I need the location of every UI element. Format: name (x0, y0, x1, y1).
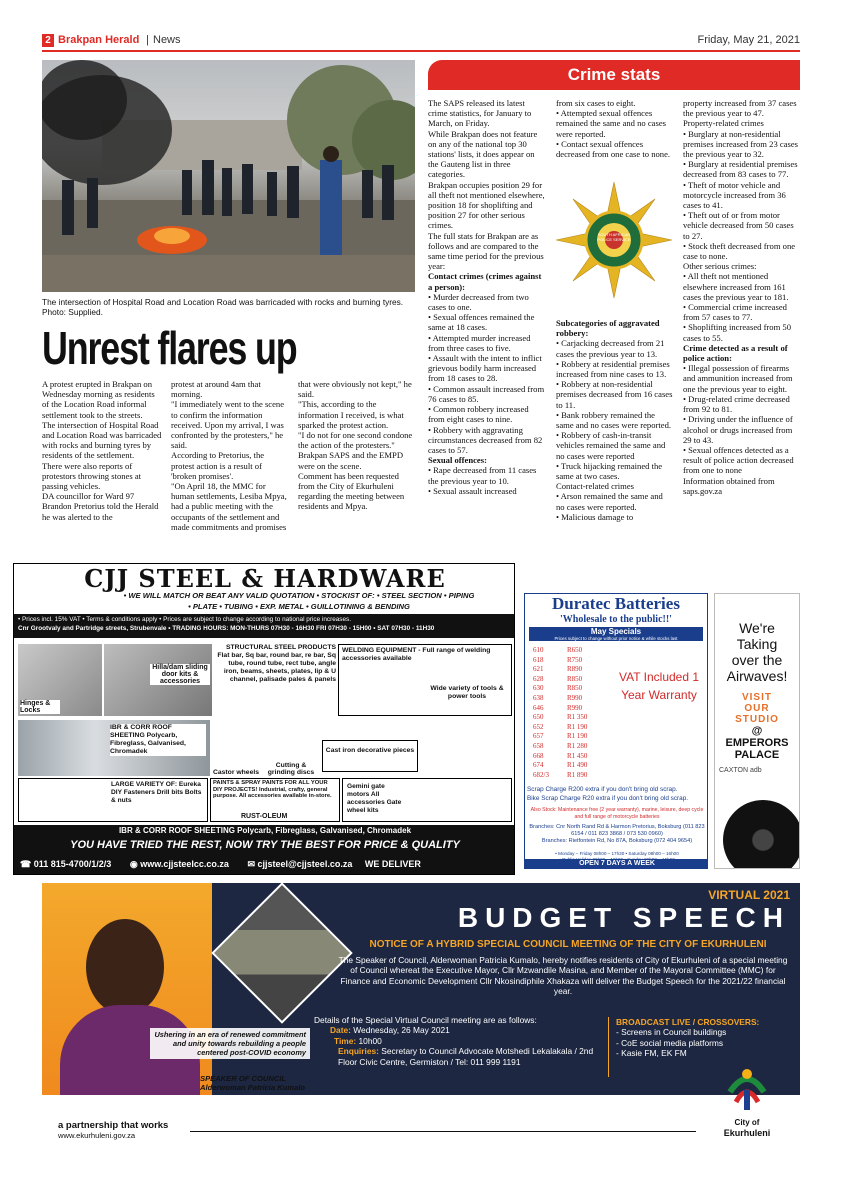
article-column-3: that were obviously not kept," he said. "This, according to the information I received, is what sparked the protest action. "I do not for one second condone the action of the protesters." Brakpan SAPS and the EMPD were on the scene. Comment has been requested from the City of Ekurhuleni regarding the meeting between residents and Mpya. (298, 379, 413, 512)
battery-price: R1 190 (567, 732, 588, 741)
cjj-web[interactable]: www.cjjsteelcc.co.za (140, 859, 229, 869)
also-stock: Also Stock: Maintenance free (2 year warranty), marine, leisure, deep cycle and full range of motorcycle batteries (530, 807, 704, 820)
branches-2: Branches: Rietfontein Rd, No 87A, Boksburg (072 404 9654) (541, 838, 693, 844)
time-label: Time: (334, 1035, 357, 1046)
cjj-email[interactable]: cjjsteel@cjjsteel.co.za (257, 859, 353, 869)
price-row (533, 665, 613, 675)
duratec-specials: May Specials (529, 627, 703, 636)
welding-box (338, 644, 512, 716)
battery-code: 638 (533, 693, 544, 702)
welding-label: WELDING EQUIPMENT - Full range of welding accessories available (342, 647, 491, 662)
footer-web[interactable]: www.ekurhuleni.gov.za (58, 1131, 136, 1140)
councillor-photo (60, 901, 200, 1095)
budget-intro: The Speaker of Council, Alderwoman Patricia Kumalo, hereby notifies residents of City of Ekurhuleni of a special meeting of Council whereat the Executive Mayor, Cllr Mzwandile Masina, and Member of the Mayoral Committee (MMC) for Finance and Economic Development Cllr Nkosindiphile Xhakaza will deliver the Budget Speech for the 2021/22 financial year. (338, 955, 788, 997)
hilla-label: Hilla/dam sliding door kits & accessories (150, 664, 210, 685)
property-crimes-list: property increased from 37 cases the previous year to 47. Property-related crimes • Burglary at non-residential premises increased from 23 cases the previous year to 32. • Burglary at residential premises decreased from 83 cases to 77. • Theft of motor vehicle and motorcycle increased from 36 cases to 41. • Theft out of or from motor vehicle decreased from 50 cases to 27. • Stock theft decreased from one case to none. Other serious crimes: • All theft not mentioned elsewhere increased from 161 cases the previous year to 181. • Commercial crime increased from 57 cases to 77. • Shoplifting increased from 50 cases to 55. (683, 98, 799, 343)
duratec-sub: 'Wholesale to the public!!' (560, 614, 672, 625)
hinges-tile (18, 644, 102, 716)
budget-quote: Ushering in an era of renewed commitment and unity towards rebuilding a people centered post-COVID economy (150, 1028, 310, 1059)
crime-column-3 (683, 98, 800, 496)
globe-icon: ◉ (129, 859, 138, 869)
footer-city-1: City of (734, 1118, 760, 1127)
battery-code: 610 (533, 646, 544, 654)
airwaves-line4: Airwaves! (726, 668, 788, 684)
battery-code: 621 (533, 665, 544, 674)
battery-code: 628 (533, 674, 544, 683)
ibr-label: IBR & CORR ROOF SHEETING Polycarb, Fibreglass, Galvanised, Chromadek (110, 724, 206, 756)
castiron-label: Cast iron decorative pieces (325, 747, 415, 754)
ekurhuleni-logo-icon (722, 1062, 772, 1114)
cjj-bar (14, 614, 515, 638)
battery-price: R1 350 (567, 713, 588, 722)
battery-price: R1 280 (567, 741, 588, 750)
budget-notice: NOTICE OF A HYBRID SPECIAL COUNCIL MEETING OF THE CITY OF EKURHULENI (369, 939, 767, 950)
battery-code: 646 (533, 703, 544, 712)
battery-code: 674 (533, 761, 544, 770)
airwaves-line3: over the (731, 652, 783, 668)
battery-code: 618 (533, 655, 544, 664)
price-row (533, 656, 613, 666)
vat-box: VAT Included 1 Year Warranty (618, 670, 700, 702)
aggravated-robbery-heading: Subcategories of aggravated robbery: (556, 318, 660, 339)
footer-rule (190, 1131, 696, 1132)
police-action-heading: Crime detected as a result of police action: (683, 342, 788, 364)
structural-text: STRUCTURAL STEEL PRODUCTS Flat bar, Sq bar, round bar, re bar, Sq tube, round tube, rect tube, angle iron, beams, sheets, plates, lip & U channel, palisade pales & panels (217, 644, 336, 683)
hilla-tile (104, 644, 212, 716)
saps-badge (556, 176, 672, 306)
enquiries-label: Enquiries: (338, 1046, 379, 1057)
date-value: Wednesday, 26 May 2021 (353, 1025, 450, 1036)
price-row (533, 752, 613, 762)
open-7-days: OPEN 7 DAYS A WEEK (525, 859, 708, 868)
mail-icon: ✉ (247, 859, 255, 869)
price-row (533, 694, 613, 704)
gate-box (342, 778, 512, 822)
cutting-tile (262, 734, 320, 776)
airwaves-line1: We're (739, 620, 775, 636)
broadcast-box (616, 1017, 796, 1059)
tools-label: Wide variety of tools & power tools (426, 685, 508, 701)
price-row (533, 646, 613, 656)
emperors-line1: EMPERORS (725, 737, 789, 749)
cjj-contact-bar (14, 854, 515, 875)
cjj-bar-line1: • Prices incl. 15% VAT • Terms & conditions apply • Prices are subject to change according to national price increases. (18, 616, 352, 623)
airwaves-line2: Taking (736, 636, 778, 652)
details-intro: Details of the Special Virtual Council meeting are as follows: (314, 1015, 537, 1025)
price-row (533, 675, 613, 685)
price-row (533, 713, 613, 723)
phone-icon: ☎ (20, 859, 32, 869)
cjj-title: CJJ STEEL & HARDWARE (84, 564, 446, 593)
price-row (533, 742, 613, 752)
headline: Unrest flares up (42, 322, 297, 374)
details-box (314, 1015, 604, 1067)
battery-price: R750 (567, 655, 583, 664)
battery-price: R1 490 (567, 761, 588, 770)
budget-speech-ad (42, 883, 800, 1095)
broadcast-item-2: - CoE social media platforms (616, 1037, 724, 1048)
battery-price: R990 (567, 693, 583, 702)
cjj-line2: • PLATE • TUBING • EXP. METAL • GUILLOTINING & BENDING (188, 602, 410, 611)
broadcast-title: BROADCAST LIVE / CROSSOVERS: (616, 1017, 760, 1027)
crime-col2-top: from six cases to eight. • Attempted sexual offences remained the same and no cases were reported. • Contact sexual offences decreased from one case to none. (556, 98, 671, 160)
emperors-line2: PALACE (734, 749, 780, 761)
castor-tile (212, 734, 260, 776)
battery-price: R1 890 (567, 770, 588, 779)
section-name: News (153, 34, 181, 46)
battery-price: R850 (567, 674, 583, 683)
photo-caption: The intersection of Hospital Road and Location Road was barricaded with rocks and burning tyres. Photo: Supplied. (42, 297, 404, 317)
budget-virtual: VIRTUAL 2021 (708, 888, 790, 902)
issue-date: Friday, May 21, 2021 (697, 34, 800, 46)
time-value: 10h00 (358, 1035, 382, 1046)
branches-1: Branches: Cnr North Rand Rd & Harmon Pretorius, Boksburg (011 823 6154 / 011 823 3868 / 073 530 0960) (529, 824, 705, 837)
at-sign: @ (751, 725, 763, 737)
crime-column-2-bottom (556, 318, 673, 522)
duratec-ad (524, 593, 708, 869)
price-row (533, 771, 613, 781)
duratec-title: Duratec Batteries (552, 594, 680, 613)
collage-diamond (211, 883, 352, 1024)
header-divider: | (146, 34, 149, 46)
scrap-line2: Bike Scrap Charge R20 extra if you don't bring old scrap. (527, 795, 689, 802)
broadcast-item-3: - Kasie FM, EK FM (616, 1048, 687, 1059)
duratec-small: Prices subject to change without prior notice & while stocks last (529, 636, 703, 641)
protest-scene-graphic (42, 60, 415, 292)
police-action-list: • Illegal possession of firearms and ammunition increased from one the previous year to eight. • Drug-related crime decreased from 92 to 81. • Driving under the influence of alcohol or drugs increased from 29 to 43. • Sexual offences detected as a result of police action decreased from one to none Information obtained from saps.gov.za (683, 363, 794, 496)
price-row (533, 723, 613, 733)
caxton-logo: CAXTON adb (719, 767, 762, 774)
saps-badge-text: SOUTH AFRICAN POLICE SERVICE (597, 232, 631, 242)
emperors-ad (714, 593, 800, 869)
page-header (42, 34, 800, 50)
tried-banner: YOU HAVE TRIED THE REST, NOW TRY THE BEST FOR PRICE & QUALITY (14, 837, 515, 854)
price-row (533, 704, 613, 714)
contact-crimes-heading: Contact crimes (crimes against a person): (428, 271, 542, 292)
cjj-phone: 011 815-4700/1/2/3 (33, 859, 112, 869)
cjj-deliver: WE DELIVER (364, 859, 421, 869)
price-table (533, 646, 613, 780)
battery-price: R1 450 (567, 751, 588, 760)
battery-code: 650 (533, 713, 544, 722)
header-rule (42, 50, 800, 52)
battery-code: 657 (533, 732, 544, 741)
article-column-1: A protest erupted in Brakpan on Wednesday morning as residents of the Location Road informal settlement took to the streets. The intersection of Hospital Road and Location Road was barricaded with rocks and burning tyres by residents of the settlement. There were also reports of protestors throwing stones at passing vehicles. DA councillor for Ward 97 Brandon Pretorius told the Herald he was alerted to the (42, 379, 162, 522)
battery-code: 652 (533, 722, 544, 731)
price-row (533, 684, 613, 694)
price-row (533, 761, 613, 771)
protest-photo (42, 60, 415, 292)
date-label: Date: (330, 1025, 351, 1036)
battery-price: R990 (567, 703, 583, 712)
details-enquiries (314, 1046, 604, 1067)
crime-stats-title: Crime stats (567, 65, 661, 84)
vinyl-record (723, 800, 800, 869)
price-row (533, 732, 613, 742)
large-variety (18, 778, 208, 822)
footer-city-2: Ekurhuleni (723, 1128, 771, 1138)
cjj-line1: • WE WILL MATCH OR BEAT ANY VALID QUOTATION • STOCKIST OF: • STEEL SECTION • PIPING (123, 591, 475, 600)
speaker-title: SPEAKER OF COUNCIL (200, 1074, 287, 1083)
councillor-head (86, 919, 164, 1015)
visit-line2: OUR (744, 703, 770, 714)
cjj-bar-line2: Cnr Grootvaly and Partridge streets, Strubenvale • TRADING HOURS: MON-THURS 07H30 - 16H30 FRI 07H30 - 15H00 • SAT 07H30 - 11H30 (18, 625, 435, 632)
cjj-steel-ad (13, 563, 515, 875)
hinges-label: Hinges & Locks (20, 700, 60, 714)
battery-price: R1 190 (567, 722, 588, 731)
cutting-label: Cutting & grinding discs (267, 762, 315, 776)
details-date (314, 1025, 604, 1035)
budget-title: BUDGET SPEECH (457, 902, 790, 933)
ekurhuleni-emblem (722, 1062, 772, 1114)
crime-intro: The SAPS released its latest crime statistics, for January to March, on Friday. While Brakpan does not feature on any of the national top 30 stations' lists, it does appear on the Gauteng list in three categories. Brakpan occupies position 29 for all theft not mentioned elsewhere, position 18 for shoplifting and position 27 for other serious crimes. The full stats for Brakpan are as follows and are compared to the same time period for the previous year: (428, 98, 545, 272)
crime-stats-banner (428, 60, 800, 90)
battery-code: 630 (533, 684, 544, 693)
ibr-bottom: IBR & CORR ROOF SHEETING Polycarb, Fibreglass, Galvanised, Chromadek (14, 825, 515, 837)
visit-line1: VISIT (741, 692, 772, 703)
paints-box (210, 778, 340, 822)
footer-partnership: a partnership that works (58, 1120, 169, 1131)
crime-column-2 (556, 98, 673, 159)
ibr-tile (18, 720, 210, 776)
enquiries-value: Secretary to Council Advocate Motshedi Lekalakala / 2nd Floor Civic Centre, Germiston / Tel: 011 999 1191 (338, 1046, 594, 1067)
paper-name: Brakpan Herald (58, 34, 140, 46)
battery-price: R650 (567, 646, 583, 654)
details-time (314, 1036, 604, 1046)
scrap-line1: Scrap Charge R200 extra if you don't bring old scrap. (527, 786, 678, 793)
castiron-tile (322, 740, 418, 772)
hours-1: • Monday – Friday 08h00 – 17h30 • Saturday 08h00 – 16h00 (555, 851, 679, 856)
crime-column-1 (428, 98, 546, 496)
battery-code: 682/3 (533, 770, 549, 779)
battery-code: 668 (533, 751, 544, 760)
visit-line3: STUDIO (735, 714, 779, 725)
rustoleum-logo: RUST-OLEUM (241, 813, 288, 820)
battery-price: R850 (567, 684, 583, 693)
large-variety-label: LARGE VARIETY OF: Eureka DIY Fasteners Drill bits Bolts & nuts (111, 781, 202, 804)
broadcast-divider (608, 1017, 609, 1077)
battery-code: 658 (533, 741, 544, 750)
sexual-offences-heading: Sexual offences: (428, 455, 487, 466)
battery-price: R890 (567, 665, 583, 674)
gate-label: Gemini gate motors All accessories Gate wheel kits (347, 783, 402, 814)
sexual-offences-list: • Rape decreased from 11 cases the previous year to 10. • Sexual assault increased (428, 465, 537, 496)
paints-label: PAINTS & SPRAY PAINTS FOR ALL YOUR DIY PROJECTS! Industrial, crafty, general purpose. All accessories available in-store. (213, 780, 332, 800)
broadcast-item-1: - Screens in Council buildings (616, 1027, 727, 1038)
contact-crimes-list: • Murder decreased from two cases to one. • Sexual offences remained the same at 18 cases. • Attempted murder increased from three cases to five. • Assault with the intent to inflict grievous bodily harm increased from 18 cases to 28. • Common assault increased from 76 cases to 85. • Common robbery increased from eight cases to nine. • Robbery with aggravating circumstances decreased from 82 cases to 57. (428, 291, 545, 455)
castor-label: Castor wheels (212, 769, 260, 776)
speaker-name: Alderwoman Patricia Kumalo (200, 1083, 306, 1092)
aggravated-robbery-list: • Carjacking decreased from 21 cases the previous year to 13. • Robbery at residential premises increased from nine cases to 13. • Robbery at non-residential premises decreased from 16 cases to 11. • Bank robbery remained the same and no cases were reported. • Robbery of cash-in-transit vehicles remained the same and no cases were reported • Truck hijacking remained the same at two cases. Contact-related crimes • Arson remained the same and no cases were reported. • Malicious damage to (556, 338, 673, 522)
article-column-2: protest at around 4am that morning. "I immediately went to the scene to confirm the information received. Upon my arrival, I was confronted by the protesters," he said. According to Pretorius, the protest action is a result of 'broken promises'. "On April 18, the MMC for human settlements, Lesiba Mpya, had a public meeting with the occupants of the settlement and made commitments and promises (171, 379, 287, 532)
page-number: 2 (42, 34, 54, 47)
